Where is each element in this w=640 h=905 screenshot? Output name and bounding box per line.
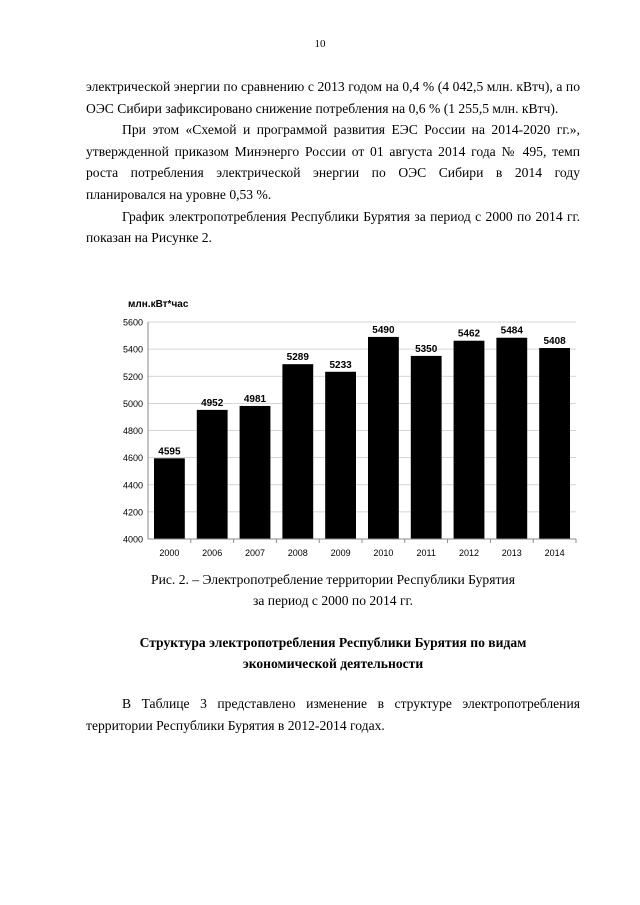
paragraph-3: График электропотребления Республики Бурятия за период с 2000 по 2014 гг. показан на Рисунке 2.: [86, 208, 580, 246]
x-tick-label: 2007: [244, 548, 266, 558]
y-tick-label: 5200: [122, 371, 143, 382]
caption-line-1: Рис. 2. – Электропотребление территории Республики Бурятия: [151, 572, 515, 587]
bar: [240, 406, 271, 539]
y-tick-label: 5600: [122, 317, 143, 328]
x-tick-label: 2000: [159, 548, 180, 558]
page-number: 10: [314, 38, 326, 50]
data-label: 5350: [415, 343, 438, 355]
figure-caption: [86, 569, 580, 611]
y-tick-label: 4000: [122, 534, 143, 545]
section-heading: [86, 632, 580, 674]
y-tick-label: 5000: [122, 398, 143, 409]
closing-paragraph: В Таблице 3 представлено изменение в структуре электропотребления территории Республики Бурятия в 2012-2014 годах.: [86, 696, 580, 733]
paragraph-1: электрической энергии по сравнению с 2013 годом на 0,4 % (4 042,5 млн. кВтч), а по ОЭС Сибири зафиксировано снижение потребления на 0,6 % (1 255,5 млн. кВтч).: [86, 79, 580, 116]
consumption-bar-chart: [100, 292, 580, 564]
data-label: 5484: [500, 325, 523, 337]
bar: [368, 337, 399, 539]
data-label: 5233: [329, 359, 352, 371]
y-tick-label: 4800: [122, 426, 143, 436]
bar: [154, 458, 185, 539]
y-tick-label: 4400: [122, 480, 143, 491]
y-tick-label: 5400: [122, 344, 143, 355]
y-tick-label: 4600: [122, 453, 143, 464]
x-tick-label: 2010: [373, 548, 394, 558]
bar: [496, 338, 527, 539]
bar: [454, 341, 485, 539]
chart-svg: [100, 292, 580, 564]
caption-line-2: за период с 2000 по 2014 гг.: [253, 593, 413, 608]
x-tick-label: 2008: [287, 548, 308, 558]
bar: [282, 364, 313, 539]
data-label: 4595: [158, 446, 181, 458]
data-label: 4952: [201, 397, 224, 409]
x-tick-label: 2014: [544, 548, 565, 558]
data-label: 5490: [372, 324, 395, 336]
bar: [411, 356, 442, 539]
bar: [539, 348, 570, 539]
x-tick-label: 2006: [202, 548, 223, 558]
x-tick-label: 2013: [501, 548, 522, 558]
x-tick-label: 2012: [458, 548, 480, 558]
y-tick-label: 4200: [122, 507, 143, 518]
x-tick-label: 2011: [416, 548, 436, 558]
bar: [197, 410, 228, 539]
x-tick-label: 2009: [330, 548, 351, 558]
heading-line-1: Структура электропотребления Республики Бурятия по видам: [139, 635, 527, 650]
data-label: 5462: [457, 328, 481, 340]
bar: [325, 372, 356, 539]
bars: [154, 337, 570, 539]
data-label: 5289: [286, 352, 309, 364]
heading-line-2: экономической деятельности: [242, 656, 424, 671]
data-label: 5408: [543, 336, 566, 348]
body-text: [86, 76, 580, 249]
paragraph-2: При этом «Схемой и программой развития ЕЭС России на 2014-2020 гг.», утвержденной приказом Минэнерго России от 01 августа 2014 года № 495, темп роста потребления электрической энергии по ОЭС Сибири в 2014 году планировался на уровне 0,53 %.: [86, 122, 580, 202]
data-label: 4981: [243, 393, 267, 405]
y-axis-label: млн.кВт*час: [128, 299, 189, 310]
